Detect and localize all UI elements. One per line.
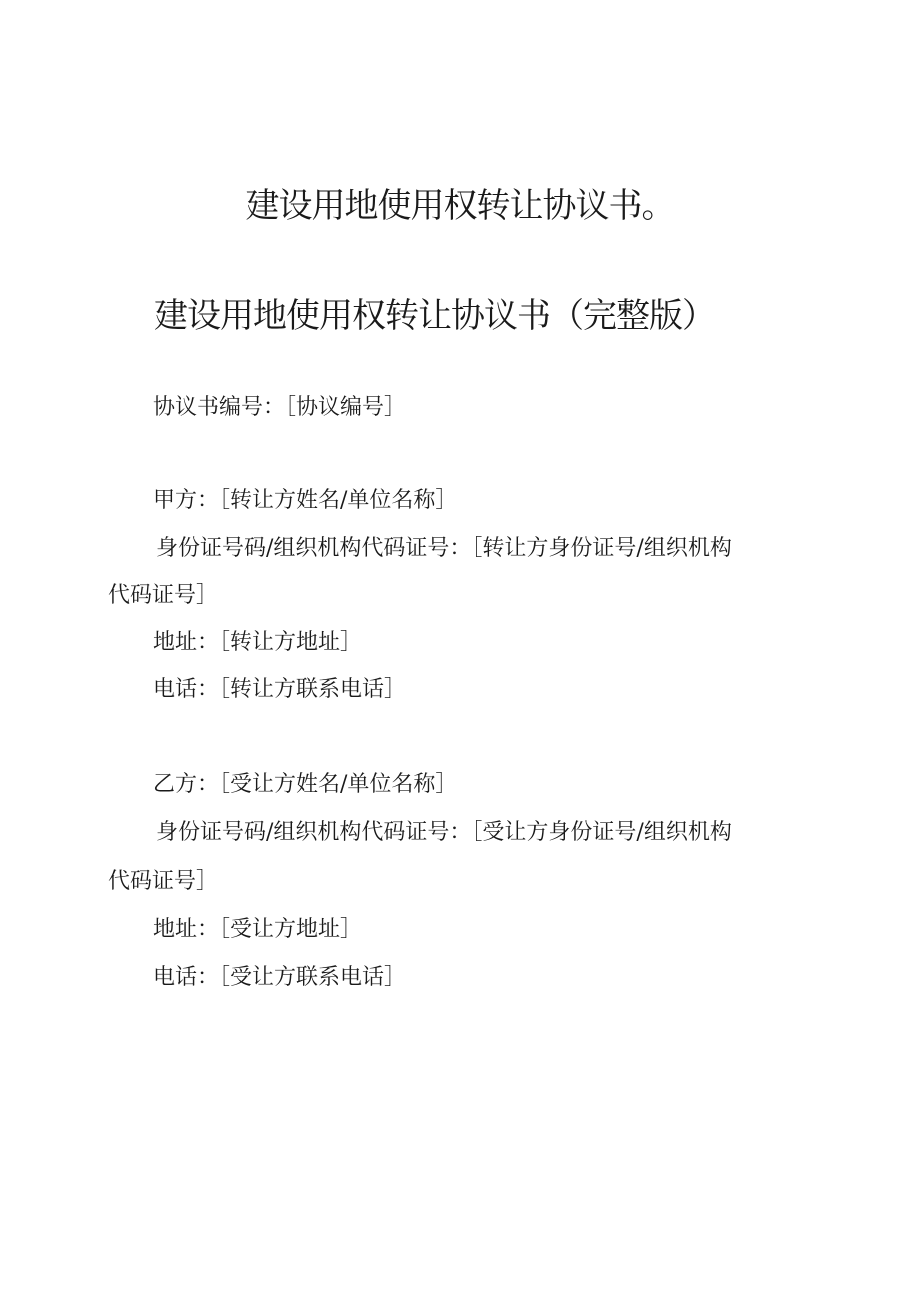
party-a-id-line2: 代码证号］: [108, 583, 219, 608]
document-subtitle: 建设用地使用权转让协议书（完整版）: [154, 296, 715, 336]
party-b-id-line2: 代码证号］: [108, 869, 219, 894]
party-b-name: 乙方：［受让方姓名/单位名称］: [153, 772, 458, 797]
party-b-address: 地址：［受让方地址］: [153, 917, 363, 942]
party-a-address: 地址：［转让方地址］: [153, 630, 363, 655]
document-title: 建设用地使用权转让协议书。: [245, 186, 675, 226]
party-b-phone: 电话：［受让方联系电话］: [153, 965, 407, 990]
agreement-number: 协议书编号：［协议编号］: [153, 395, 407, 420]
party-a-name: 甲方：［转让方姓名/单位名称］: [153, 488, 458, 513]
party-a-id-line1: 身份证号码/组织机构代码证号：［转让方身份证号/组织机构: [156, 536, 732, 561]
party-a-phone: 电话：［转让方联系电话］: [153, 677, 407, 702]
party-b-id-line1: 身份证号码/组织机构代码证号：［受让方身份证号/组织机构: [156, 820, 732, 845]
